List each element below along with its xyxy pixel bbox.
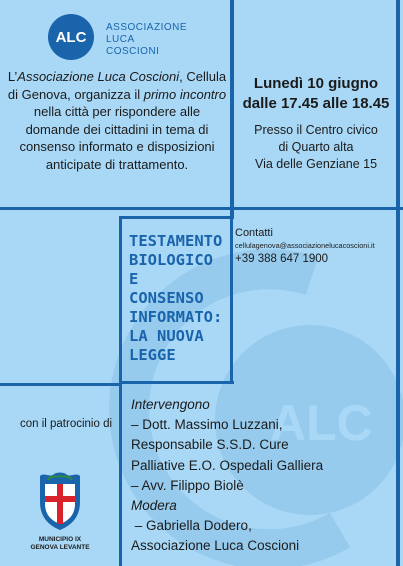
- svg-text:ALC: ALC: [270, 395, 373, 451]
- event-title: [129, 232, 225, 365]
- municipality-name: [18, 536, 102, 552]
- intro-part1: L’: [7, 69, 18, 84]
- moderator-line: – Gabriella Dodero,: [131, 518, 252, 534]
- title-box-bottom: [119, 381, 234, 384]
- title-line-4: INFORMATO:: [129, 308, 223, 326]
- speaker-line: Responsabile S.S.D. Cure: [131, 437, 289, 453]
- logo-line1: ASSOCIAZIONE: [106, 22, 188, 33]
- alc-logo: [48, 14, 188, 58]
- intro-event-type: primo incontro: [143, 86, 227, 102]
- intro-part3: nella città per rispondere alle domande dei cittadini in tema di consenso informato e disposizioni anticipate di trattamento.: [19, 104, 215, 172]
- venue-line-2: di Quarto alta: [278, 140, 354, 154]
- speaker-line: Palliative E.O. Ospedali Galliera: [131, 457, 324, 473]
- divider-horizontal-top: [0, 207, 403, 210]
- title-line-3: CONSENSO: [129, 289, 204, 307]
- title-line-1: TESTAMENTO: [129, 232, 223, 250]
- intro-paragraph: [6, 68, 228, 173]
- alc-logo-text: [106, 22, 188, 58]
- contact-email-link[interactable]: cellulagenova@associazionelucacoscioni.it: [235, 241, 375, 250]
- contacts-block: [235, 226, 400, 267]
- intro-part2: , Cellula di Genova, organizza il: [7, 69, 227, 102]
- venue-line-1: Presso il Centro civico: [254, 123, 378, 137]
- title-box-left: [119, 216, 122, 566]
- venue-line-3: Via delle Genziane 15: [254, 157, 378, 171]
- title-line-5: LA NUOVA: [129, 327, 204, 345]
- logo-line2: LUCA COSCIONI: [106, 34, 160, 57]
- divider-vertical-top: [230, 0, 234, 219]
- contact-phone: +39 388 647 1900: [235, 253, 329, 265]
- title-line-2: BIOLOGICO E: [129, 251, 213, 288]
- event-date: Lunedì 10 giugno: [253, 75, 379, 92]
- speakers-heading: Intervengono: [131, 397, 210, 412]
- municipality-crest-icon: [34, 472, 86, 532]
- moderator-line: Associazione Luca Coscioni: [131, 538, 300, 554]
- event-venue: [236, 122, 396, 173]
- divider-horizontal-mid: [0, 383, 122, 386]
- speaker-line: – Avv. Filippo Biolè: [131, 477, 244, 493]
- speaker-line: – Dott. Massimo Luzzani,: [131, 417, 283, 433]
- municipality-line-1: MUNICIPIO IX: [38, 536, 82, 543]
- title-line-6: LEGGE: [129, 346, 176, 364]
- speakers-block: [131, 395, 401, 557]
- intro-org-name: Associazione Luca Coscioni: [17, 69, 180, 84]
- patronage-text: con il patrocinio di: [19, 418, 113, 430]
- event-time: dalle 17.45 alle 18.45: [242, 95, 390, 112]
- moderator-heading: Modera: [131, 498, 177, 514]
- title-box-right: [230, 216, 233, 383]
- contacts-label: Contatti: [235, 227, 273, 239]
- title-box-top: [119, 216, 234, 219]
- municipality-line-2: GENOVA LEVANTE: [30, 544, 90, 551]
- event-details: [236, 74, 396, 173]
- alc-logo-mark: ALC: [48, 14, 94, 60]
